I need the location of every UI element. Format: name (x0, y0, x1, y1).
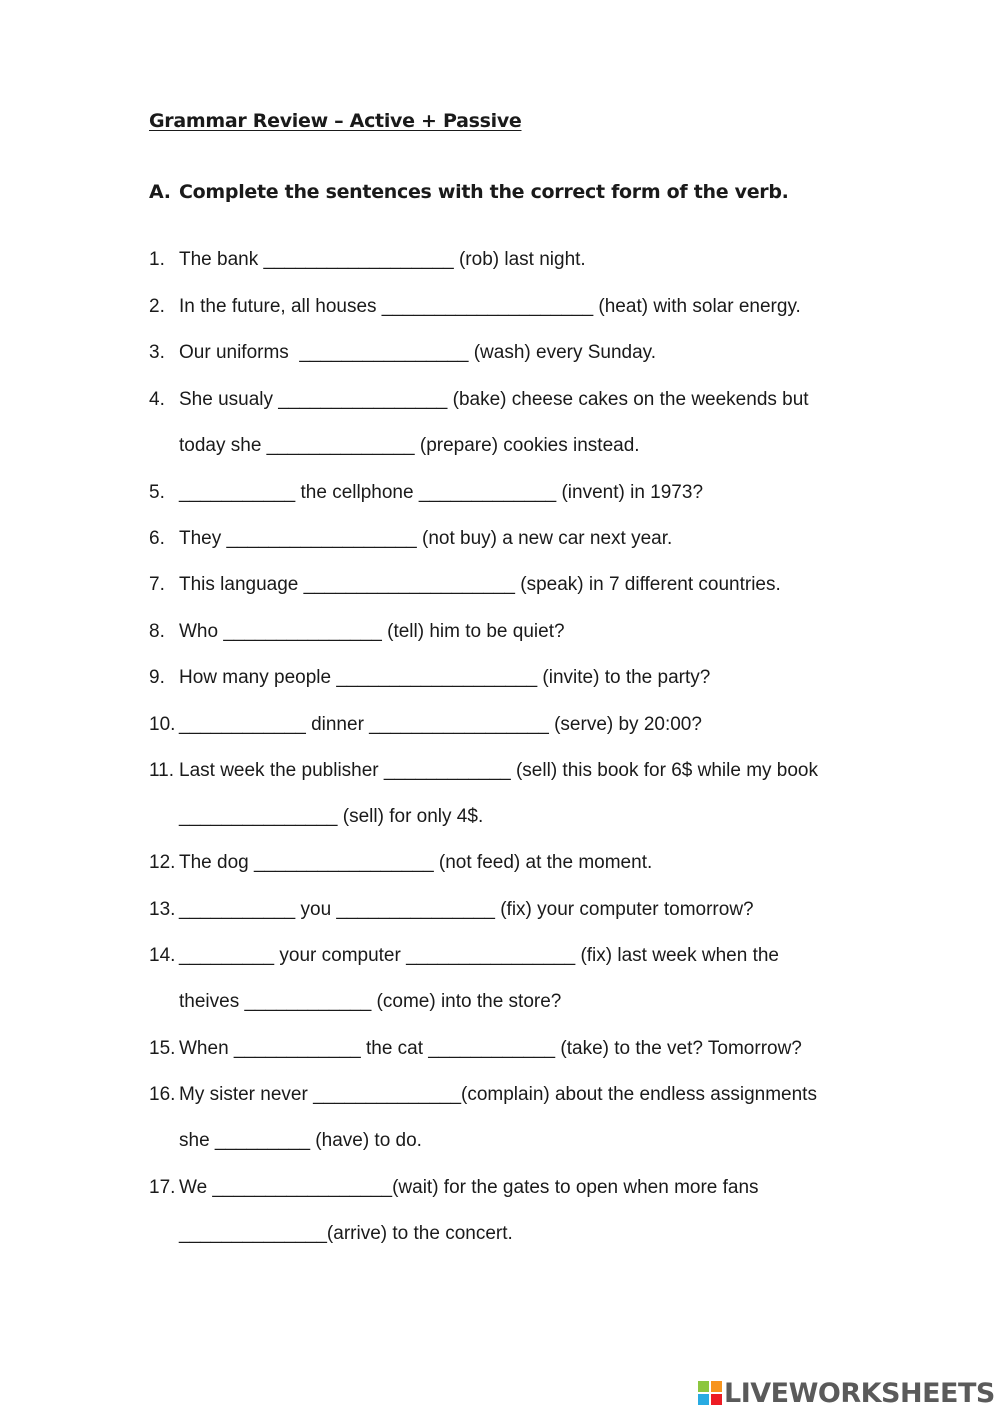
item-sentence-continued: today she ______________ (prepare) cookies instead. (179, 435, 640, 456)
item-number: 10. (149, 714, 176, 735)
item-number: 15. (149, 1038, 176, 1059)
item-number: 5. (149, 482, 165, 503)
item-sentence: In the future, all houses ____________________ (heat) with solar energy. (179, 296, 801, 317)
liveworksheets-logo (698, 1378, 995, 1408)
exercise-item-4-continued (149, 434, 640, 458)
item-number: 8. (149, 621, 165, 642)
item-number: 14. (149, 945, 176, 966)
exercise-item-6 (149, 527, 672, 551)
item-sentence: How many people ___________________ (invite) to the party? (179, 667, 711, 688)
item-sentence: When ____________ the cat ____________ (take) to the vet? Tomorrow? (179, 1038, 802, 1059)
item-sentence: Who _______________ (tell) him to be quiet? (179, 621, 565, 642)
item-sentence: Our uniforms ________________ (wash) every Sunday. (179, 342, 657, 363)
exercise-item-3 (149, 341, 656, 365)
item-sentence: ___________ you _______________ (fix) your computer tomorrow? (179, 899, 754, 920)
logo-text: LIVEWORKSHEETS (724, 1377, 995, 1409)
item-number: 7. (149, 574, 165, 595)
item-sentence-continued: theives ____________ (come) into the store? (179, 991, 562, 1012)
exercise-item-17 (149, 1176, 759, 1200)
exercise-item-2 (149, 295, 801, 319)
exercise-item-16-continued (149, 1129, 422, 1153)
exercise-item-14 (149, 944, 779, 968)
exercise-item-4 (149, 388, 809, 412)
item-number: 9. (149, 667, 165, 688)
item-sentence: They __________________ (not buy) a new car next year. (179, 528, 673, 549)
item-sentence: _________ your computer ________________ (fix) last week when the (179, 945, 779, 966)
item-number: 11. (149, 760, 175, 781)
item-sentence: ____________ dinner _________________ (serve) by 20:00? (179, 714, 702, 735)
exercise-item-9 (149, 666, 710, 690)
item-sentence: Last week the publisher ____________ (sell) this book for 6$ while my book (179, 760, 818, 781)
item-sentence: She usualy ________________ (bake) cheese cakes on the weekends but (179, 389, 809, 410)
section-a-heading (149, 181, 789, 203)
exercise-item-10 (149, 713, 702, 737)
liveworksheets-logo-icon (698, 1381, 722, 1405)
exercise-item-12 (149, 851, 652, 875)
item-sentence: We _________________(wait) for the gates to open when more fans (179, 1177, 759, 1198)
item-sentence-continued: she _________ (have) to do. (179, 1130, 422, 1151)
exercise-item-13 (149, 898, 754, 922)
item-number: 2. (149, 296, 165, 317)
item-number: 16. (149, 1084, 176, 1105)
item-number: 17. (149, 1177, 176, 1198)
item-sentence: ___________ the cellphone _____________ (invent) in 1973? (179, 482, 704, 503)
exercise-item-11 (149, 759, 818, 783)
exercise-item-1 (149, 248, 586, 272)
exercise-item-16 (149, 1083, 817, 1107)
exercise-item-15 (149, 1037, 802, 1061)
section-instruction: Complete the sentences with the correct form of the verb. (179, 181, 789, 203)
item-sentence: This language ____________________ (speak) in 7 different countries. (179, 574, 781, 595)
exercise-item-11-continued (149, 805, 483, 829)
item-sentence: The dog _________________ (not feed) at the moment. (179, 852, 653, 873)
item-sentence: The bank __________________ (rob) last night. (179, 249, 586, 270)
item-sentence: My sister never ______________(complain) about the endless assignments (179, 1084, 817, 1105)
exercise-item-8 (149, 620, 565, 644)
item-number: 12. (149, 852, 176, 873)
worksheet-title: Grammar Review – Active + Passive (149, 110, 522, 132)
item-sentence-continued: ______________(arrive) to the concert. (179, 1223, 513, 1244)
item-number: 1. (149, 249, 165, 270)
exercise-item-7 (149, 573, 781, 597)
item-number: 6. (149, 528, 165, 549)
item-number: 4. (149, 389, 165, 410)
item-sentence-continued: _______________ (sell) for only 4$. (179, 806, 484, 827)
section-letter: A. (149, 181, 171, 203)
exercise-item-5 (149, 481, 703, 505)
item-number: 13. (149, 899, 176, 920)
item-number: 3. (149, 342, 165, 363)
exercise-item-17-continued (149, 1222, 513, 1246)
exercise-item-14-continued (149, 990, 561, 1014)
